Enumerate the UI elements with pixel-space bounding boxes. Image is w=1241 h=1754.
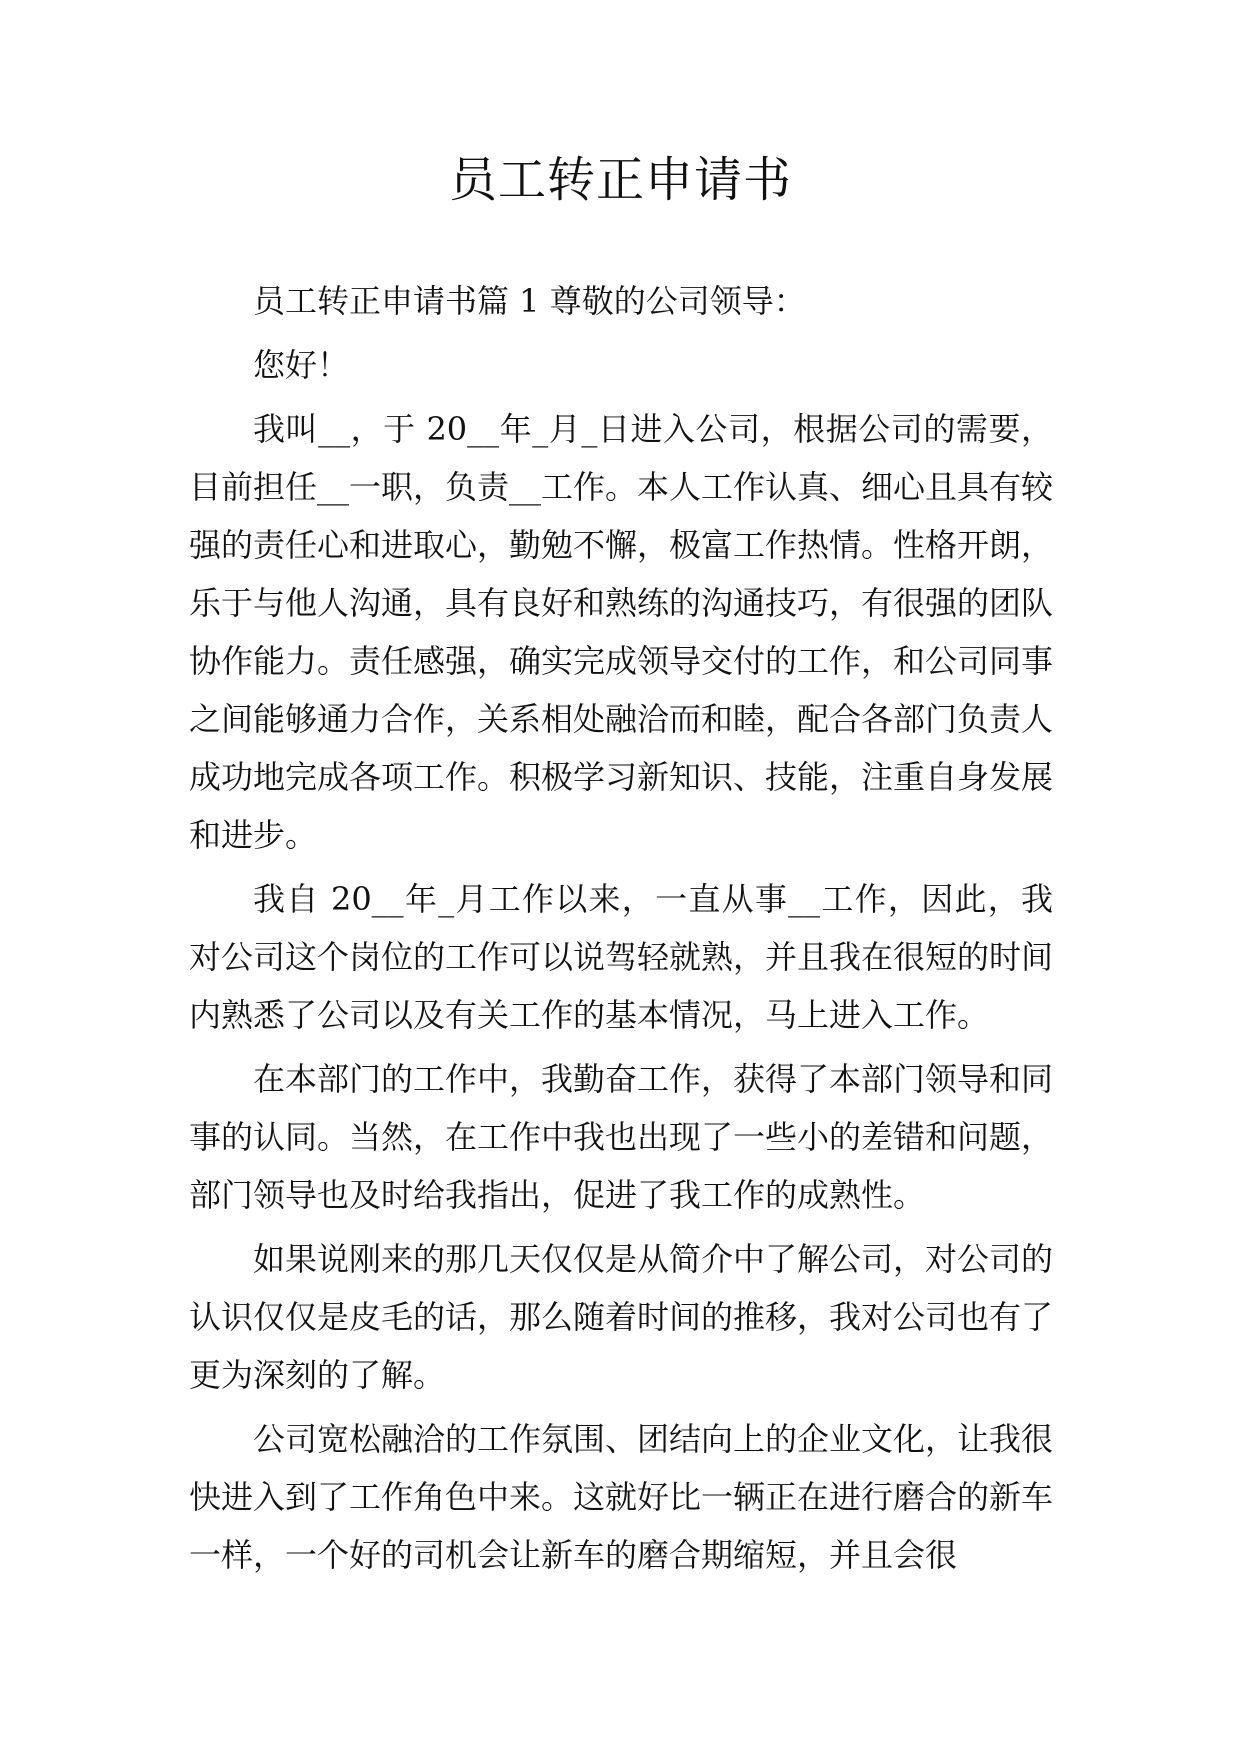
document-body	[189, 272, 1053, 1590]
document-title: 员工转正申请书	[448, 152, 792, 208]
paragraph-greeting: 您好！	[253, 346, 350, 384]
paragraph-department-work: 在本部门的工作中，我勤奋工作，获得了本部门领导和同事的认同。当然，在工作中我也出现了一些小的差错和问题，部门领导也及时给我指出，促进了我工作的成熟性。	[189, 1060, 1054, 1214]
paragraph-self-introduction: 我叫__，于 20__年_月_日进入公司，根据公司的需要，目前担任__一职，负责__工作。本人工作认真、细心且具有较强的责任心和进取心，勤勉不懈，极富工作热情。性格开朗，乐于与他人沟通，具有良好和熟练的沟通技巧，有很强的团队协作能力。责任感强，确实完成领导交付的工作，和公司同事之间能够通力合作，关系相处融洽而和睦，配合各部门负责人成功地完成各项工作。积极学习新知识、技能，注重自身发展和进步。	[189, 410, 1054, 854]
paragraph-company-culture: 公司宽松融洽的工作氛围、团结向上的企业文化，让我很快进入到了工作角色中来。这就好比一辆正在进行磨合的新车一样，一个好的司机会让新车的磨合期缩短，并且会很	[189, 1420, 1054, 1574]
paragraph-work-experience: 我自 20__年_月工作以来，一直从事__工作，因此，我对公司这个岗位的工作可以说驾轻就熟，并且我在很短的时间内熟悉了公司以及有关工作的基本情况，马上进入工作。	[189, 880, 1054, 1034]
paragraph-salutation: 员工转正申请书篇 1 尊敬的公司领导：	[253, 282, 806, 320]
paragraph-company-understanding: 如果说刚来的那几天仅仅是从简介中了解公司，对公司的认识仅仅是皮毛的话，那么随着时间的推移，我对公司也有了更为深刻的了解。	[189, 1240, 1054, 1394]
